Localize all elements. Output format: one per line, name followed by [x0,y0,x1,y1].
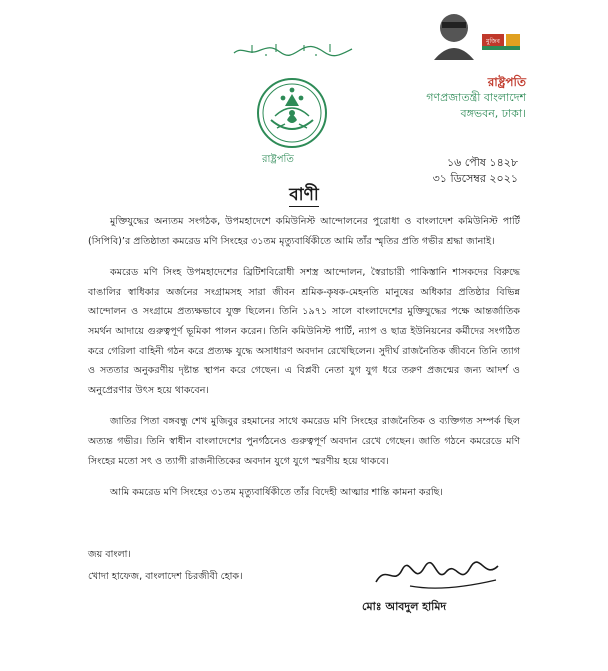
office-title: রাষ্ট্রপতি [487,75,526,89]
message-body [88,212,520,515]
body-paragraph-3: জাতির পিতা বঙ্গবন্ধু শেখ মুজিবুর রহমানের সাথে কমরেড মণি সিংহের রাজনৈতিক ও ব্যক্তিগত সম্পর্ক ছিল অত্যন্ত গভীর। তিনি স্বাধীন বাংলাদেশের পুনর্গঠনেও গুরুত্বপূর্ণ অবদান রেখে গেছেন। জাতি গঠনে কমরেডে মণি সিংহের মতো সৎ ও ত্যাগী রাজনীতিকের অবদান যুগে যুগে স্মরণীয় হয়ে থাকবে। [88,416,520,467]
bengali-date: ১৬ পৌষ ১৪২৮ [447,156,518,169]
handwritten-signature [372,556,504,594]
office-block [426,74,526,122]
message-title: বাণী [289,185,319,205]
signer-name: মোঃ আবদুল হামিদ [362,600,447,613]
svg-text:মুজিব: মুজিব [486,38,500,45]
closing-block [88,544,243,588]
mujib-centenary-logo [420,6,540,62]
bismillah-calligraphy [232,42,356,58]
emblem-caption: রাষ্ট্রপতি [262,154,294,165]
office-location: বঙ্গভবন, ঢাকা। [460,107,526,120]
closing-farewell: খোদা হাফেজ, বাংলাদেশ চিরজীবী হোক। [88,571,243,582]
message-heading [0,182,608,210]
closing-joy-bangla: জয় বাংলা। [88,549,131,560]
body-paragraph-2: কমরেড মণি সিংহ উপমহাদেশের ব্রিটিশবিরোধী সশস্ত্র আন্দোলন, স্বৈরাচারী পাকিস্তানি শাসকদের বিরুদ্ধে বাঙালির স্বাধিকার অর্জনের সংগ্রামসহ সারা জীবন শ্রমিক-কৃষক-মেহনতি মানুষের অধিকার প্রতিষ্ঠার বিভিন্ন আন্দোলন ও সংগ্রামে প্রত্যক্ষভাবে যুক্ত ছিলেন। তিনি ১৯৭১ সালে বাংলাদেশের মুক্তিযুদ্ধের পক্ষে আন্তর্জাতিক সমর্থন আদায়ে গুরুত্বপূর্ণ ভূমিকা পালন করেন। তিনি কমিউনিস্ট পার্টি, ন্যাপ ও ছাত্র ইউনিয়নের কর্মীদের সংগঠিত করে গেরিলা বাহিনী গঠন করে প্রত্যক্ষ যুদ্ধে অসাধারণ অবদান রেখেছিলেন। সুদীর্ঘ রাজনৈতিক জীবনে তিনি ত্যাগ ও সততার অনুকরণীয় দৃষ্টান্ত স্থাপন করে গেছেন। এ বিপ্লবী নেতা যুগ যুগ ধরে তরুণ প্রজন্মের জন্য আদর্শ ও অনুপ্রেরণার উৎস হয়ে থাকবেন। [88,267,520,396]
body-paragraph-1: মুক্তিযুদ্ধের অন্যতম সংগঠক, উপমহাদেশে কমিউনিস্ট আন্দোলনের পুরোধা ও বাংলাদেশ কমিউনিস্ট পার্টি (সিপিবি)’র প্রতিষ্ঠাতা কমরেড মণি সিংহের ৩১তম মৃত্যুবার্ষিকীতে আমি তাঁর স্মৃতির প্রতি গভীর শ্রদ্ধা জানাই। [88,216,520,247]
gregorian-date: ৩১ ডিসেম্বর ২০২১ [432,172,518,185]
national-emblem-icon [255,76,329,150]
country-name: গণপ্রজাতন্ত্রী বাংলাদেশ [426,91,526,104]
body-paragraph-4: আমি কমরেড মণি সিংহের ৩১তম মৃত্যুবার্ষিকীতে তাঁর বিদেহী আত্মার শান্তি কামনা করছি। [110,487,443,499]
